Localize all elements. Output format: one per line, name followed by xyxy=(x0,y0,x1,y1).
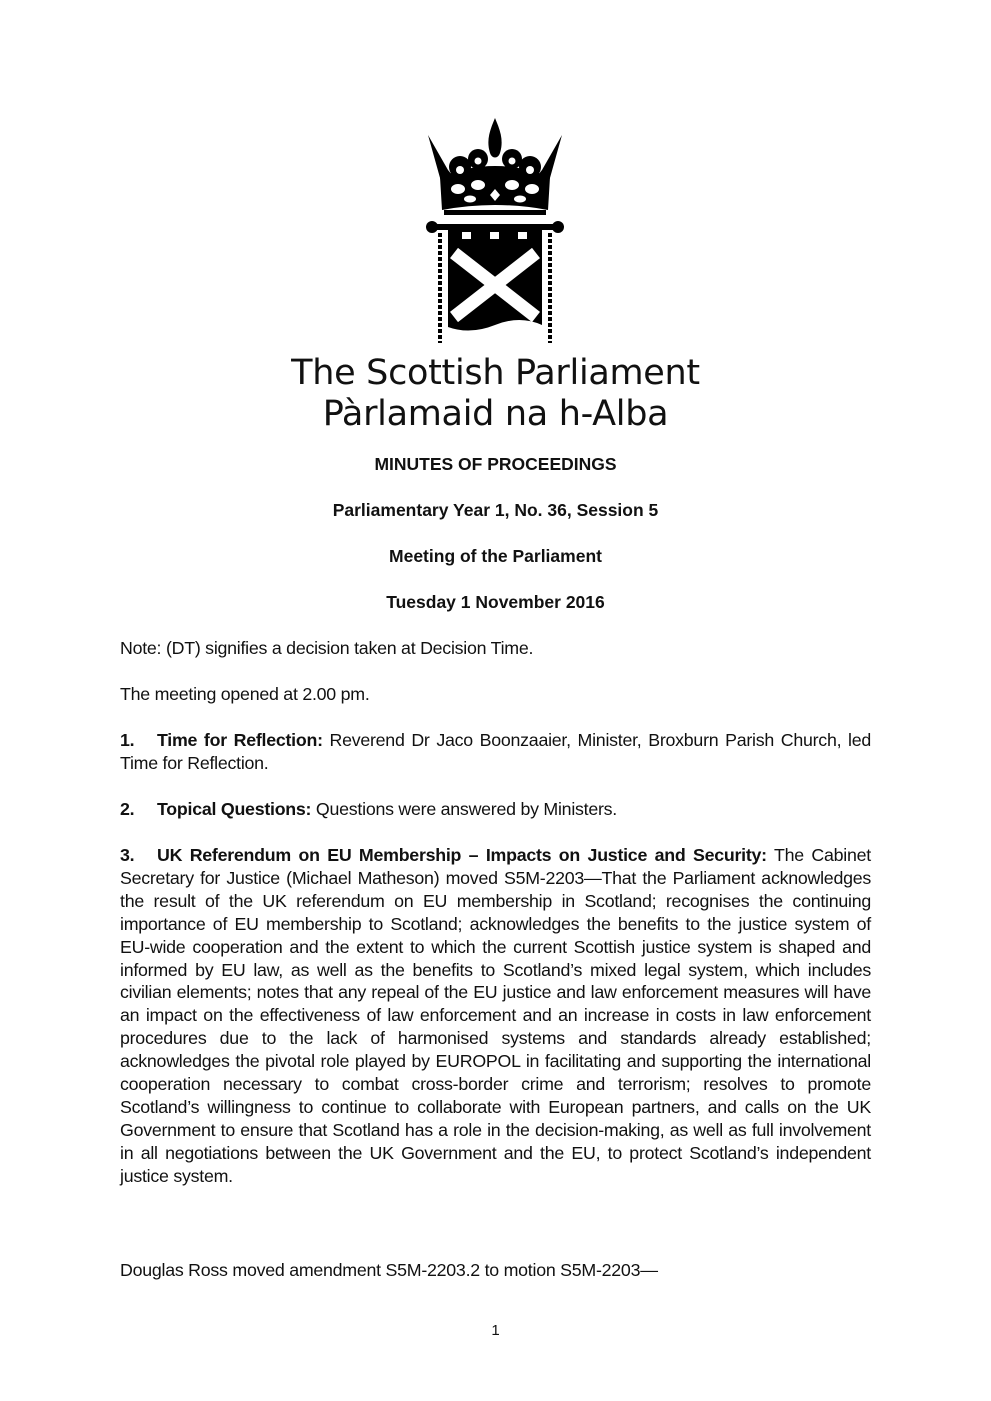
item-number: 2. xyxy=(120,799,135,819)
agenda-item-eu-referendum-motion xyxy=(120,844,871,1188)
item-text: The Cabinet Secretary for Justice (Michael Matheson) moved S5M-2203—That the Parliament acknowledges the result of the UK referendum on EU membership in Scotland; recognises the continuing importance of EU membership to Scotland; acknowledges the benefits to the justice system of EU-wide cooperation and the extent to which the current Scottish justice system is shaped and informed by EU law, as well as the benefits to Scotland’s mixed legal system, which includes civilian elements; notes that any repeal of the EU justice and law enforcement measures will have an impact on the effectiveness of law enforcement and an increase in costs in law enforcement procedures due to the lack of harmonised systems and standards already established; acknowledges the pivotal role played by EUROPOL in facilitating and supporting the international cooperation necessary to combat cross-border crime and terrorism; resolves to promote Scotland’s willingness to continue to collaborate with European partners, and calls on the UK Government to ensure that Scotland has a role in the decision-making, as well as full involvement in all negotiations between the UK Government and the EU, to protect Scotland’s independent justice system. xyxy=(120,845,871,1186)
item-text: Reverend Dr Jaco Boonzaaier, Minister, Broxburn Parish Church, led Time for Reflection. xyxy=(120,730,871,773)
item-number: 1. xyxy=(120,730,135,750)
org-name-gaelic: Pàrlamaid na h-Alba xyxy=(322,394,669,434)
document-type-heading: MINUTES OF PROCEEDINGS xyxy=(374,454,617,474)
amendment-statement: Douglas Ross moved amendment S5M-2203.2 to motion S5M-2203— xyxy=(120,1260,658,1280)
agenda-item-topical-questions xyxy=(120,798,871,821)
meeting-opening-statement: The meeting opened at 2.00 pm. xyxy=(120,684,370,704)
agenda-item-time-for-reflection xyxy=(120,729,871,775)
scottish-parliament-logo-icon xyxy=(420,115,570,345)
item-title: UK Referendum on EU Membership – Impacts on Justice and Security: xyxy=(157,845,767,865)
item-title: Topical Questions: xyxy=(157,799,312,819)
org-name-english: The Scottish Parliament xyxy=(291,353,700,393)
item-title: Time for Reflection: xyxy=(157,730,323,750)
decision-time-note: Note: (DT) signifies a decision taken at Decision Time. xyxy=(120,638,534,658)
item-text: Questions were answered by Ministers. xyxy=(311,799,617,819)
item-number: 3. xyxy=(120,845,135,865)
date-heading: Tuesday 1 November 2016 xyxy=(386,592,605,612)
meeting-heading: Meeting of the Parliament xyxy=(389,546,602,566)
session-heading: Parliamentary Year 1, No. 36, Session 5 xyxy=(332,500,659,520)
page-number: 1 xyxy=(491,1322,500,1339)
